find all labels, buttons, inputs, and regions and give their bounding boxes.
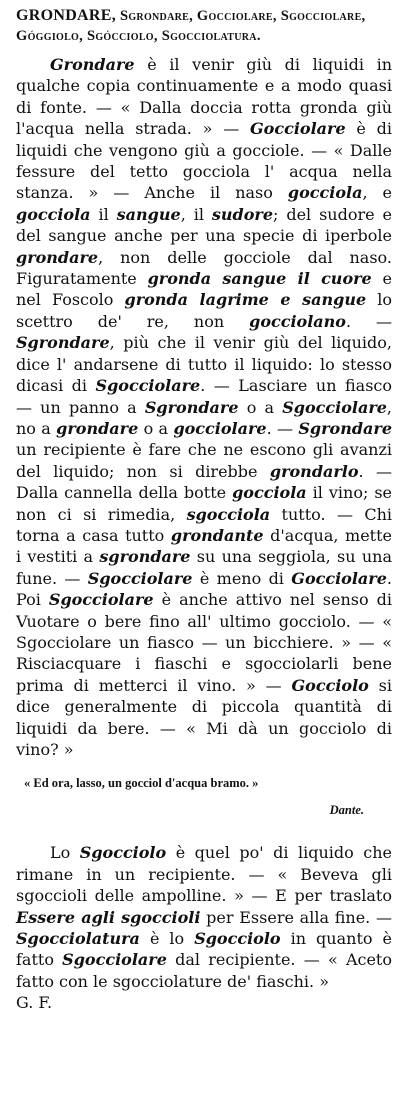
text-run: per Essere alla fine. — [200,907,393,927]
italic-term: gronda lagrime e sangue [124,290,367,310]
text-run: , non delle gocciole dal naso. Figuratamente [16,247,392,289]
text-run: il [90,204,117,224]
text-run: il vino; se non ci si rimedia, [16,483,392,524]
quote-author: Dante. [329,803,364,818]
italic-term: grondare [16,247,99,267]
text-run: è quel po' di liquido che rimane in un recipiente. — « Beveva gli sgoccioli delle ampolline. » — E per traslato [16,843,393,906]
text-run: . Poi [16,568,392,610]
italic-term: Sgrondare [16,333,110,353]
italic-term: grondare [56,418,139,438]
italic-term: sangue [116,204,181,224]
text-run: si dice generalmente di piccola quantità di liquidi da bere. — « Mi dà un gocciolo di vino? » [16,675,393,759]
text-run: . — Dalla cannella della botte [16,461,393,503]
italic-term: gocciola [16,204,91,224]
text-run: . — Lasciare un fiasco — un panno a [16,376,393,417]
italic-term: Gocciolare [291,568,387,588]
paragraph-sgocciolo-text [16,843,392,990]
text-run: tutto. — Chi torna a casa tutto [16,504,392,545]
text-run: o a [138,418,174,438]
author-signature: G. F. [16,993,53,1013]
text-run: è meno di [192,568,292,588]
text-run: su una seggiola, su una fune. — [16,547,392,588]
text-run: in quanto è fatto [16,929,392,970]
italic-term: grondante [170,525,264,545]
text-run: un recipiente è fare che ne escono gli avanzi del liquido; non si direbbe [16,440,392,481]
italic-term: grondarlo [269,461,359,481]
text-run: , il [180,204,212,224]
italic-term: gocciolare [173,418,267,438]
paragraph-definitions [16,54,392,760]
italic-term: gronda sangue il cuore [147,269,372,289]
text-run: è di liquidi che vengono giù a gocciole. — « Dalle fessure del tetto gocciola l' acqua nella stanza. » — Anche il naso [16,119,392,203]
text-run: . — [345,311,392,331]
text-run: d'acqua, mette i vestiti a [16,525,392,567]
italic-term: sudore [211,204,273,224]
text-run: è anche attivo nel senso di Vuotare o bere fino all' ultimo gocciolo. — « Sgocciolare un fiasco — un bicchiere. » — « Risciacquare i fiaschi e sgocciolarli bene prima di metterci il vino. » — [16,590,393,695]
italic-term: Sgocciolare [95,376,201,396]
italic-term: Sgrondare [144,397,239,417]
text-run: e nel Foscolo [16,269,393,310]
italic-term: Sgocciolatura [16,929,140,949]
entry-heading [16,6,392,46]
headword: GRONDARE, [16,7,117,24]
text-run: dal recipiente. — « Aceto fatto con le sgocciolature de' fiaschi. » [16,950,392,991]
italic-term: Sgocciolare [87,568,193,588]
italic-term: sgrondare [99,547,191,567]
italic-term: gocciolano [249,311,346,331]
literary-quote: « Ed ora, lasso, un gocciol d'acqua bramo. » [24,776,259,791]
text-run: , no a [16,397,393,438]
italic-term: Gocciolo [291,675,369,695]
text-run: . — [266,418,299,438]
italic-term: Essere agli sgoccioli [16,907,201,927]
italic-term: Grondare [50,55,135,74]
text-run: o a [238,397,283,417]
italic-term: Sgocciolare [48,590,154,610]
related-headwords: Sgrondare, Gocciolare, Sgocciolare, Góggiolo, Sgócciolo, Sgocciolatura. [16,8,366,44]
italic-term: gocciola [287,183,363,203]
text-run: è il venir giù di liquidi in qualche copia continuamente e a modo quasi di fonte. — « Dalla doccia rotta gronda giù l'acqua nella strada. » — [16,55,392,139]
italic-term: Sgocciolare [62,950,167,970]
italic-term: Gocciolare [250,119,346,139]
paragraph-sgocciolo [16,842,392,1013]
text-run: ; del sudore e del sangue anche per una specie di iperbole [16,204,393,246]
italic-term: gocciola [232,483,307,503]
text-run: , e [362,183,392,203]
text-run: Lo [50,843,80,863]
text-run: lo scettro de' re, non [16,290,392,331]
text-run: è lo [139,929,195,949]
italic-term: Sgrondare [298,418,392,438]
italic-term: sgocciola [186,504,271,524]
italic-term: Sgocciolo [79,843,167,863]
text-run: , più che il venir giù del liquido, dice l' andarsene di tutto il liquido: lo stesso dicasi di [16,333,392,396]
italic-term: Sgocciolare [282,397,387,417]
italic-term: Sgocciolo [194,929,281,949]
